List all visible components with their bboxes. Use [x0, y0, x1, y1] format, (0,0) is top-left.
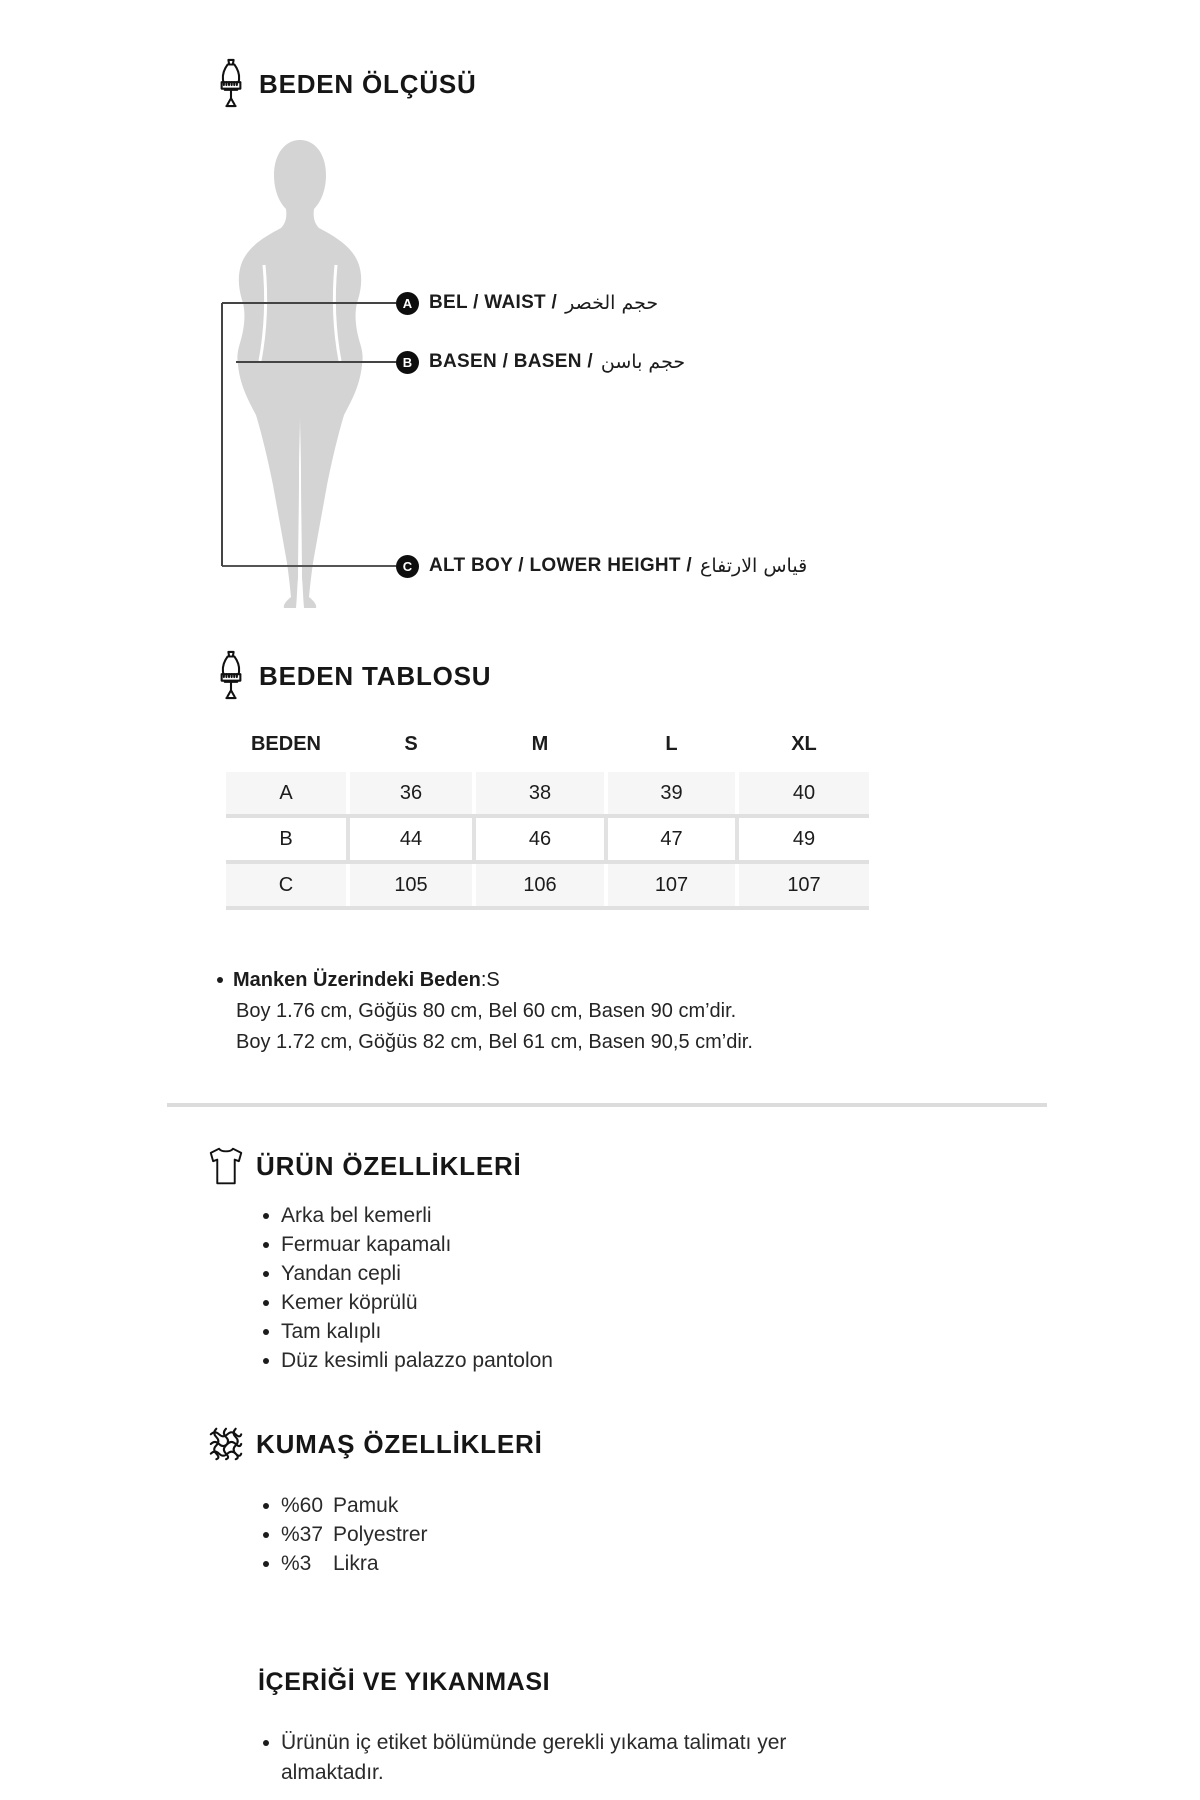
label-hip	[396, 347, 685, 377]
product-features-title: ÜRÜN ÖZELLİKLERİ	[256, 1150, 522, 1181]
size-table-heading	[215, 650, 491, 702]
size-measure-title: BEDEN ÖLÇÜSÜ	[259, 68, 477, 99]
label-waist-arabic: حجم الخصر	[565, 292, 659, 314]
row-b-m: 46	[476, 818, 604, 860]
label-hip-arabic: حجم باسن	[600, 351, 686, 373]
model-size-line	[217, 966, 500, 994]
feature-text: Kemer köprülü	[281, 1290, 418, 1314]
row-a-label: A	[226, 772, 346, 814]
label-hip-latin: BASEN / BASEN /	[429, 351, 593, 372]
bullet-dot	[263, 1503, 269, 1509]
list-item	[263, 1520, 428, 1549]
list-item	[263, 1230, 553, 1259]
letter-badge-c: C	[396, 555, 419, 578]
row-b-l: 47	[608, 818, 735, 860]
feature-text: Tam kalıplı	[281, 1319, 382, 1343]
row-c-s: 105	[350, 864, 472, 906]
fabric-features-title: KUMAŞ ÖZELLİKLERİ	[256, 1428, 543, 1459]
col-header-l: L	[665, 732, 678, 755]
dress-form-icon	[215, 58, 247, 110]
list-item	[263, 1317, 553, 1346]
col-header-s: S	[404, 732, 418, 755]
list-item	[263, 1491, 428, 1520]
care-instruction	[263, 1728, 863, 1788]
list-item	[263, 1259, 553, 1288]
row-a-l: 39	[608, 772, 735, 814]
row-b-s: 44	[350, 818, 472, 860]
fabric-composition-list	[263, 1491, 428, 1578]
row-a-xl: 40	[739, 772, 869, 814]
table-row-c	[226, 864, 869, 906]
row-c-m: 106	[476, 864, 604, 906]
label-lower-height-latin: ALT BOY / LOWER HEIGHT /	[429, 555, 692, 576]
size-table-header-row	[226, 726, 869, 762]
letter-badge-b: B	[396, 351, 419, 374]
bullet-dot	[217, 977, 223, 983]
product-features-list	[263, 1201, 553, 1375]
feature-text: Arka bel kemerli	[281, 1203, 432, 1227]
product-features-heading	[208, 1140, 522, 1192]
size-measure-heading	[215, 58, 477, 110]
table-row-b	[226, 818, 869, 860]
label-lower-height	[396, 551, 807, 581]
table-row-a	[226, 772, 869, 814]
bullet-dot	[263, 1242, 269, 1248]
fabric-name: Likra	[333, 1551, 379, 1575]
row-c-l: 107	[608, 864, 735, 906]
row-b-xl: 49	[739, 818, 869, 860]
label-lower-height-arabic: قياس الارتفاع	[700, 555, 808, 577]
size-table-title: BEDEN TABLOSU	[259, 660, 492, 691]
bullet-dot	[263, 1329, 269, 1335]
section-divider	[167, 1103, 1047, 1107]
fabric-percent: %60	[281, 1493, 324, 1517]
fabric-percent: %3	[281, 1551, 312, 1575]
t-shirt-icon	[208, 1144, 244, 1188]
fabric-percent: %37	[281, 1522, 324, 1546]
col-header-xl: XL	[791, 732, 817, 755]
col-header-beden: BEDEN	[250, 732, 321, 755]
bullet-dot	[263, 1271, 269, 1277]
model-size-label: Manken Üzerindeki Beden	[233, 968, 481, 991]
fabric-name: Polyestrer	[333, 1522, 428, 1546]
measurement-leader-lines	[180, 110, 420, 620]
bullet-dot	[263, 1300, 269, 1306]
row-a-m: 38	[476, 772, 604, 814]
feature-text: Düz kesimli palazzo pantolon	[281, 1348, 553, 1372]
bullet-dot	[263, 1740, 269, 1746]
label-waist-latin: BEL / WAIST /	[429, 292, 558, 313]
feature-text: Fermuar kapamalı	[281, 1232, 452, 1256]
fabric-name: Pamuk	[333, 1493, 399, 1517]
size-table	[226, 726, 869, 910]
bullet-dot	[263, 1561, 269, 1567]
list-item	[263, 1549, 428, 1578]
bullet-dot	[263, 1532, 269, 1538]
fabric-weave-icon	[208, 1424, 244, 1464]
feature-text: Yandan cepli	[281, 1261, 401, 1285]
model-size-separator: :	[480, 968, 487, 991]
model-measurements-line-1: Boy 1.76 cm, Göğüs 80 cm, Bel 60 cm, Basen 90 cm’dir.	[236, 1000, 737, 1022]
bullet-dot	[263, 1213, 269, 1219]
list-item	[263, 1201, 553, 1230]
fabric-features-heading	[208, 1418, 543, 1470]
row-c-xl: 107	[739, 864, 869, 906]
label-waist	[396, 288, 658, 318]
model-size-value: S	[486, 968, 500, 991]
row-separator	[226, 906, 869, 910]
letter-badge-a: A	[396, 292, 419, 315]
row-b-label: B	[226, 818, 346, 860]
list-item	[263, 1346, 553, 1375]
row-a-s: 36	[350, 772, 472, 814]
bullet-dot	[263, 1358, 269, 1364]
dress-form-icon	[215, 650, 247, 702]
model-measurements-line-2: Boy 1.72 cm, Göğüs 82 cm, Bel 61 cm, Basen 90,5 cm’dir.	[236, 1031, 753, 1053]
row-c-label: C	[226, 864, 346, 906]
list-item	[263, 1288, 553, 1317]
care-heading: İÇERİĞİ VE YIKANMASI	[258, 1668, 551, 1696]
care-text: Ürünün iç etiket bölümünde gerekli yıkama talimatı yer almaktadır.	[281, 1731, 787, 1784]
col-header-m: M	[531, 732, 549, 755]
